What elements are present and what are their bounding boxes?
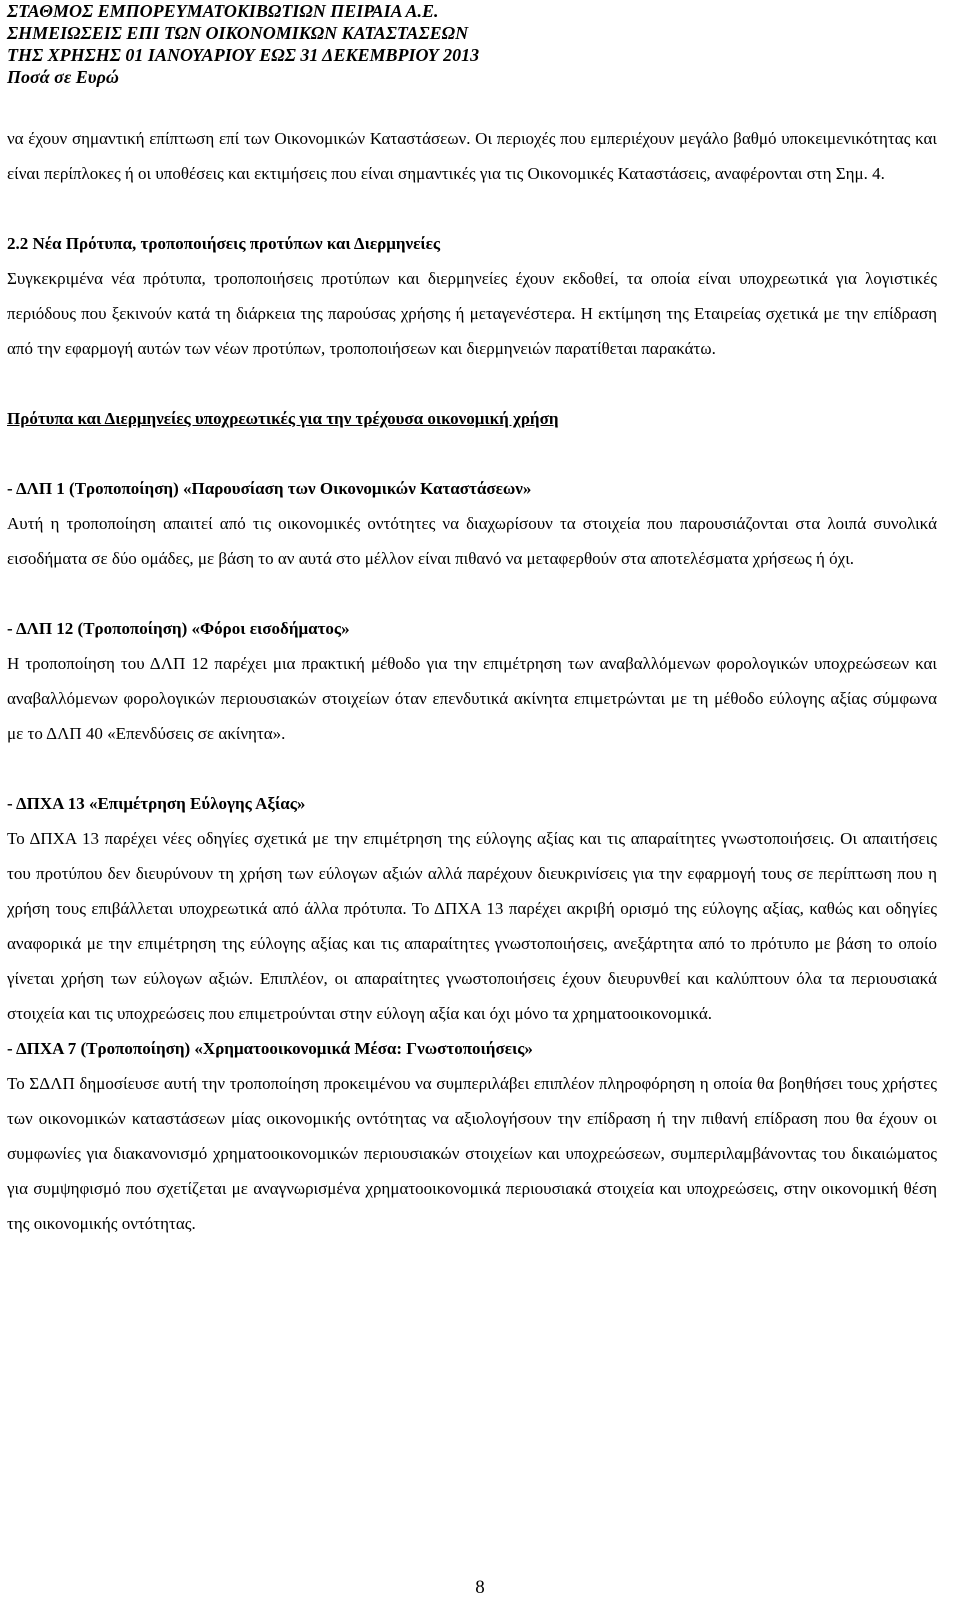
ias12-body: Η τροποποίηση του ΔΛΠ 12 παρέχει μια πρακτική μέθοδο για την επιμέτρηση των αναβαλλόμενων φορολογικών υποχρεώσεων και αναβαλλόμενων φορολογικών περιουσιακών στοιχείων όταν επενδυτικά ακίνητα επιμετρώνται με τη μέθοδο εύλογης αξίας σύμφωνα με το ΔΛΠ 40 «Επενδύσεις σε ακίνητα». <box>7 654 937 743</box>
ifrs7-title: - ΔΠΧΑ 7 (Τροποποίηση) «Χρηματοοικονομικά Μέσα: Γνωστοποιήσεις» <box>7 1039 533 1058</box>
mandatory-standards-heading: Πρότυπα και Διερμηνείες υποχρεωτικές για την τρέχουσα οικονομική χρήση <box>7 409 559 428</box>
header-notes-title: ΣΗΜΕΙΩΣΕΙΣ ΕΠΙ ΤΩΝ ΟΙΚΟΝΟΜΙΚΩΝ ΚΑΤΑΣΤΑΣΕΩΝ <box>7 23 469 43</box>
intro-paragraph: να έχουν σημαντική επίπτωση επί των Οικονομικών Καταστάσεων. Οι περιοχές που εμπεριέχουν μεγάλο βαθμό υποκειμενικότητας και είναι περίπλοκες ή οι υποθέσεις και εκτιμήσεις που είναι σημαντικές για τις Οικονομικές Καταστάσεις, αναφέρονται στη Σημ. 4. <box>7 129 937 183</box>
ifrs7-body: Το ΣΔΛΠ δημοσίευσε αυτή την τροποποίηση προκειμένου να συμπεριλάβει επιπλέον πληροφόρηση η οποία θα βοηθήσει τους χρήστες των οικονομικών καταστάσεων μίας οικονομικής οντότητας να αξιολογήσουν την επίδραση ή την πιθανή επίδραση που θα έχουν οι συμφωνίες για διακανονισμό χρηματοοικονομικών περιουσιακών στοιχείων και υποχρεώσεων, συμπεριλαμβάνοντας του δικαιώματος για συμψηφισμό που σχετίζεται με αναγνωρισμένα χρηματοοικονομικά περιουσιακά στοιχεία και υποχρεώσεις, στην οικονομική θέση της οικονομικής οντότητας. <box>7 1074 937 1233</box>
header-period: ΤΗΣ ΧΡΗΣΗΣ 01 ΙΑΝΟΥΑΡΙΟΥ ΕΩΣ 31 ΔΕΚΕΜΒΡΙΟΥ 2013 <box>7 45 480 65</box>
document-body <box>7 121 937 1241</box>
ifrs13-body: Το ΔΠΧΑ 13 παρέχει νέες οδηγίες σχετικά με την επιμέτρηση της εύλογης αξίας και τις απαραίτητες γνωστοποιήσεις. Οι απαιτήσεις του προτύπου δεν διευρύνουν τη χρήση των εύλογων αξιών αλλά παρέχουν διευκρινίσεις για την εφαρμογή τους σε περίπτωση που η χρήση τους επιβάλλεται υποχρεωτικά από άλλα πρότυπα. Το ΔΠΧΑ 13 παρέχει ακριβή ορισμό της εύλογης αξίας, καθώς και οδηγίες αναφορικά με την επιμέτρηση της εύλογης αξίας και τις απαραίτητες γνωστοποιήσεις, ανεξάρτητα από το πρότυπο με βάση το οποίο γίνεται χρήση των εύλογων αξιών. Επιπλέον, οι απαραίτητες γνωστοποιήσεις έχουν διευρυνθεί και καλύπτουν όλα τα περιουσιακά στοιχεία και τις υποχρεώσεις που επιμετρούνται στην εύλογη αξία και όχι μόνο τα χρηματοοικονομικά. <box>7 829 937 1023</box>
ias1-title: - ΔΛΠ 1 (Τροποποίηση) «Παρουσίαση των Οικονομικών Καταστάσεων» <box>7 479 532 498</box>
page-number: 8 <box>475 1577 485 1598</box>
header-company-name: ΣΤΑΘΜΟΣ ΕΜΠΟΡΕΥΜΑΤΟΚΙΒΩΤΙΩΝ ΠΕΙΡΑΙΑ Α.Ε. <box>7 1 439 21</box>
header-currency: Ποσά σε Ευρώ <box>7 67 119 87</box>
ias12-title: - ΔΛΠ 12 (Τροποποίηση) «Φόροι εισοδήματος» <box>7 619 350 638</box>
section-2-2-title: 2.2 Νέα Πρότυπα, τροποποιήσεις προτύπων και Διερμηνείες <box>7 234 441 253</box>
ifrs13-title: - ΔΠΧΑ 13 «Επιμέτρηση Εύλογης Αξίας» <box>7 794 306 813</box>
section-2-2-body: Συγκεκριμένα νέα πρότυπα, τροποποιήσεις προτύπων και διερμηνείες έχουν εκδοθεί, τα οποία είναι υποχρεωτικά για λογιστικές περιόδους που ξεκινούν κατά τη διάρκεια της παρούσας χρήσης ή μεταγενέστερα. Η εκτίμηση της Εταιρείας σχετικά με την επίδραση από την εφαρμογή αυτών των νέων προτύπων, τροποποιήσεων και διερμηνειών παρατίθεται παρακάτω. <box>7 269 937 358</box>
ias1-body: Αυτή η τροποποίηση απαιτεί από τις οικονομικές οντότητες να διαχωρίσουν τα στοιχεία που παρουσιάζονται στα λοιπά συνολικά εισοδήματα σε δύο ομάδες, με βάση το αν αυτά στο μέλλον είναι πιθανό να μεταφερθούν στα αποτελέσματα χρήσεως ή όχι. <box>7 514 937 568</box>
document-header <box>7 0 947 88</box>
